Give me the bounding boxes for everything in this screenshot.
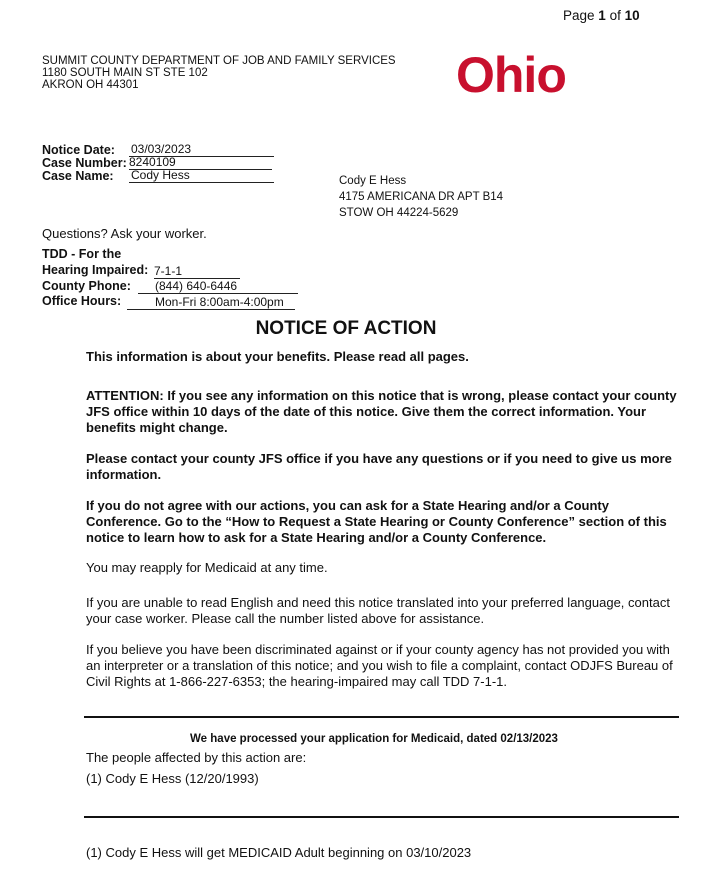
- recipient-city: STOW OH 44224-5629: [339, 207, 459, 219]
- tdd-label-line1: TDD - For the: [42, 247, 122, 261]
- benefits-info-paragraph: This information is about your benefits. Please read all pages.: [86, 349, 469, 364]
- tdd-value: 7-1-1: [154, 265, 240, 279]
- processed-heading: We have processed your application for Medicaid, dated 02/13/2023: [190, 733, 558, 745]
- agency-city: AKRON OH 44301: [42, 79, 139, 91]
- recipient-street: 4175 AMERICANA DR APT B14: [339, 191, 504, 203]
- notice-date-value: 03/03/2023: [129, 143, 274, 157]
- discrimination-paragraph: If you believe you have been discriminated against or if your county agency has not provided you with an interpreter or a translation of this notice; and you wish to file a complaint, contact ODJFS Bureau of Civil Rights at 1-866-227-6353; the hearing-impaired may call TDD 7-1-1.: [86, 642, 673, 689]
- attention-paragraph: ATTENTION: If you see any information on this notice that is wrong, please contact your county JFS office within 10 days of the date of this notice. Give them the correct information. Your benefits might change.: [86, 388, 677, 435]
- tdd-label-line2: Hearing Impaired:: [42, 263, 149, 277]
- page-number: [563, 8, 640, 23]
- case-name-value: Cody Hess: [129, 169, 274, 183]
- affected-person: (1) Cody E Hess (12/20/1993): [86, 771, 259, 786]
- agency-street: 1180 SOUTH MAIN ST STE 102: [42, 67, 208, 79]
- county-phone-label: County Phone:: [42, 279, 131, 293]
- contact-jfs-paragraph: Please contact your county JFS office if you have any questions or if you need to give us more information.: [86, 451, 672, 482]
- page-of-label: of: [609, 8, 621, 23]
- office-hours-label: Office Hours:: [42, 294, 122, 308]
- reapply-paragraph: You may reapply for Medicaid at any time.: [86, 560, 328, 575]
- section-divider-bottom: [84, 816, 679, 818]
- action-result: (1) Cody E Hess will get MEDICAID Adult beginning on 03/10/2023: [86, 845, 472, 860]
- agency-name: SUMMIT COUNTY DEPARTMENT OF JOB AND FAMILY SERVICES: [42, 55, 396, 67]
- questions-text: Questions? Ask your worker.: [42, 226, 207, 241]
- case-number-row: [42, 156, 127, 170]
- notice-title: NOTICE OF ACTION: [255, 318, 437, 339]
- case-number-value: 8240109: [129, 156, 272, 170]
- page-current: 1: [598, 8, 606, 23]
- case-number-label: Case Number:: [42, 156, 127, 170]
- page-total: 10: [624, 8, 640, 23]
- page-label: Page: [563, 8, 595, 23]
- recipient-name: Cody E Hess: [339, 175, 407, 187]
- case-name-row: [42, 169, 114, 183]
- translation-paragraph: If you are unable to read English and need this notice translated into your preferred language, contact your case worker. Please call the number listed above for assistance.: [86, 595, 670, 626]
- agency-address: [42, 55, 396, 91]
- section-divider-top: [84, 716, 679, 718]
- ohio-logo: [456, 48, 588, 104]
- recipient-address: [339, 173, 503, 221]
- notice-date-row: [42, 143, 115, 157]
- county-phone-value[interactable]: (844) 640-6446: [138, 280, 298, 294]
- state-hearing-paragraph: If you do not agree with our actions, you can ask for a State Hearing and/or a County Conference. Go to the “How to Request a State Hearing or County Conference” section of this notice to learn how to ask for a State Hearing and/or a County Conference.: [86, 498, 667, 545]
- notice-date-label: Notice Date:: [42, 143, 115, 157]
- affected-label: The people affected by this action are:: [86, 750, 307, 765]
- office-hours-value: Mon-Fri 8:00am-4:00pm: [127, 296, 295, 310]
- case-name-label: Case Name:: [42, 169, 114, 183]
- ohio-logo-text: Ohio: [456, 48, 566, 103]
